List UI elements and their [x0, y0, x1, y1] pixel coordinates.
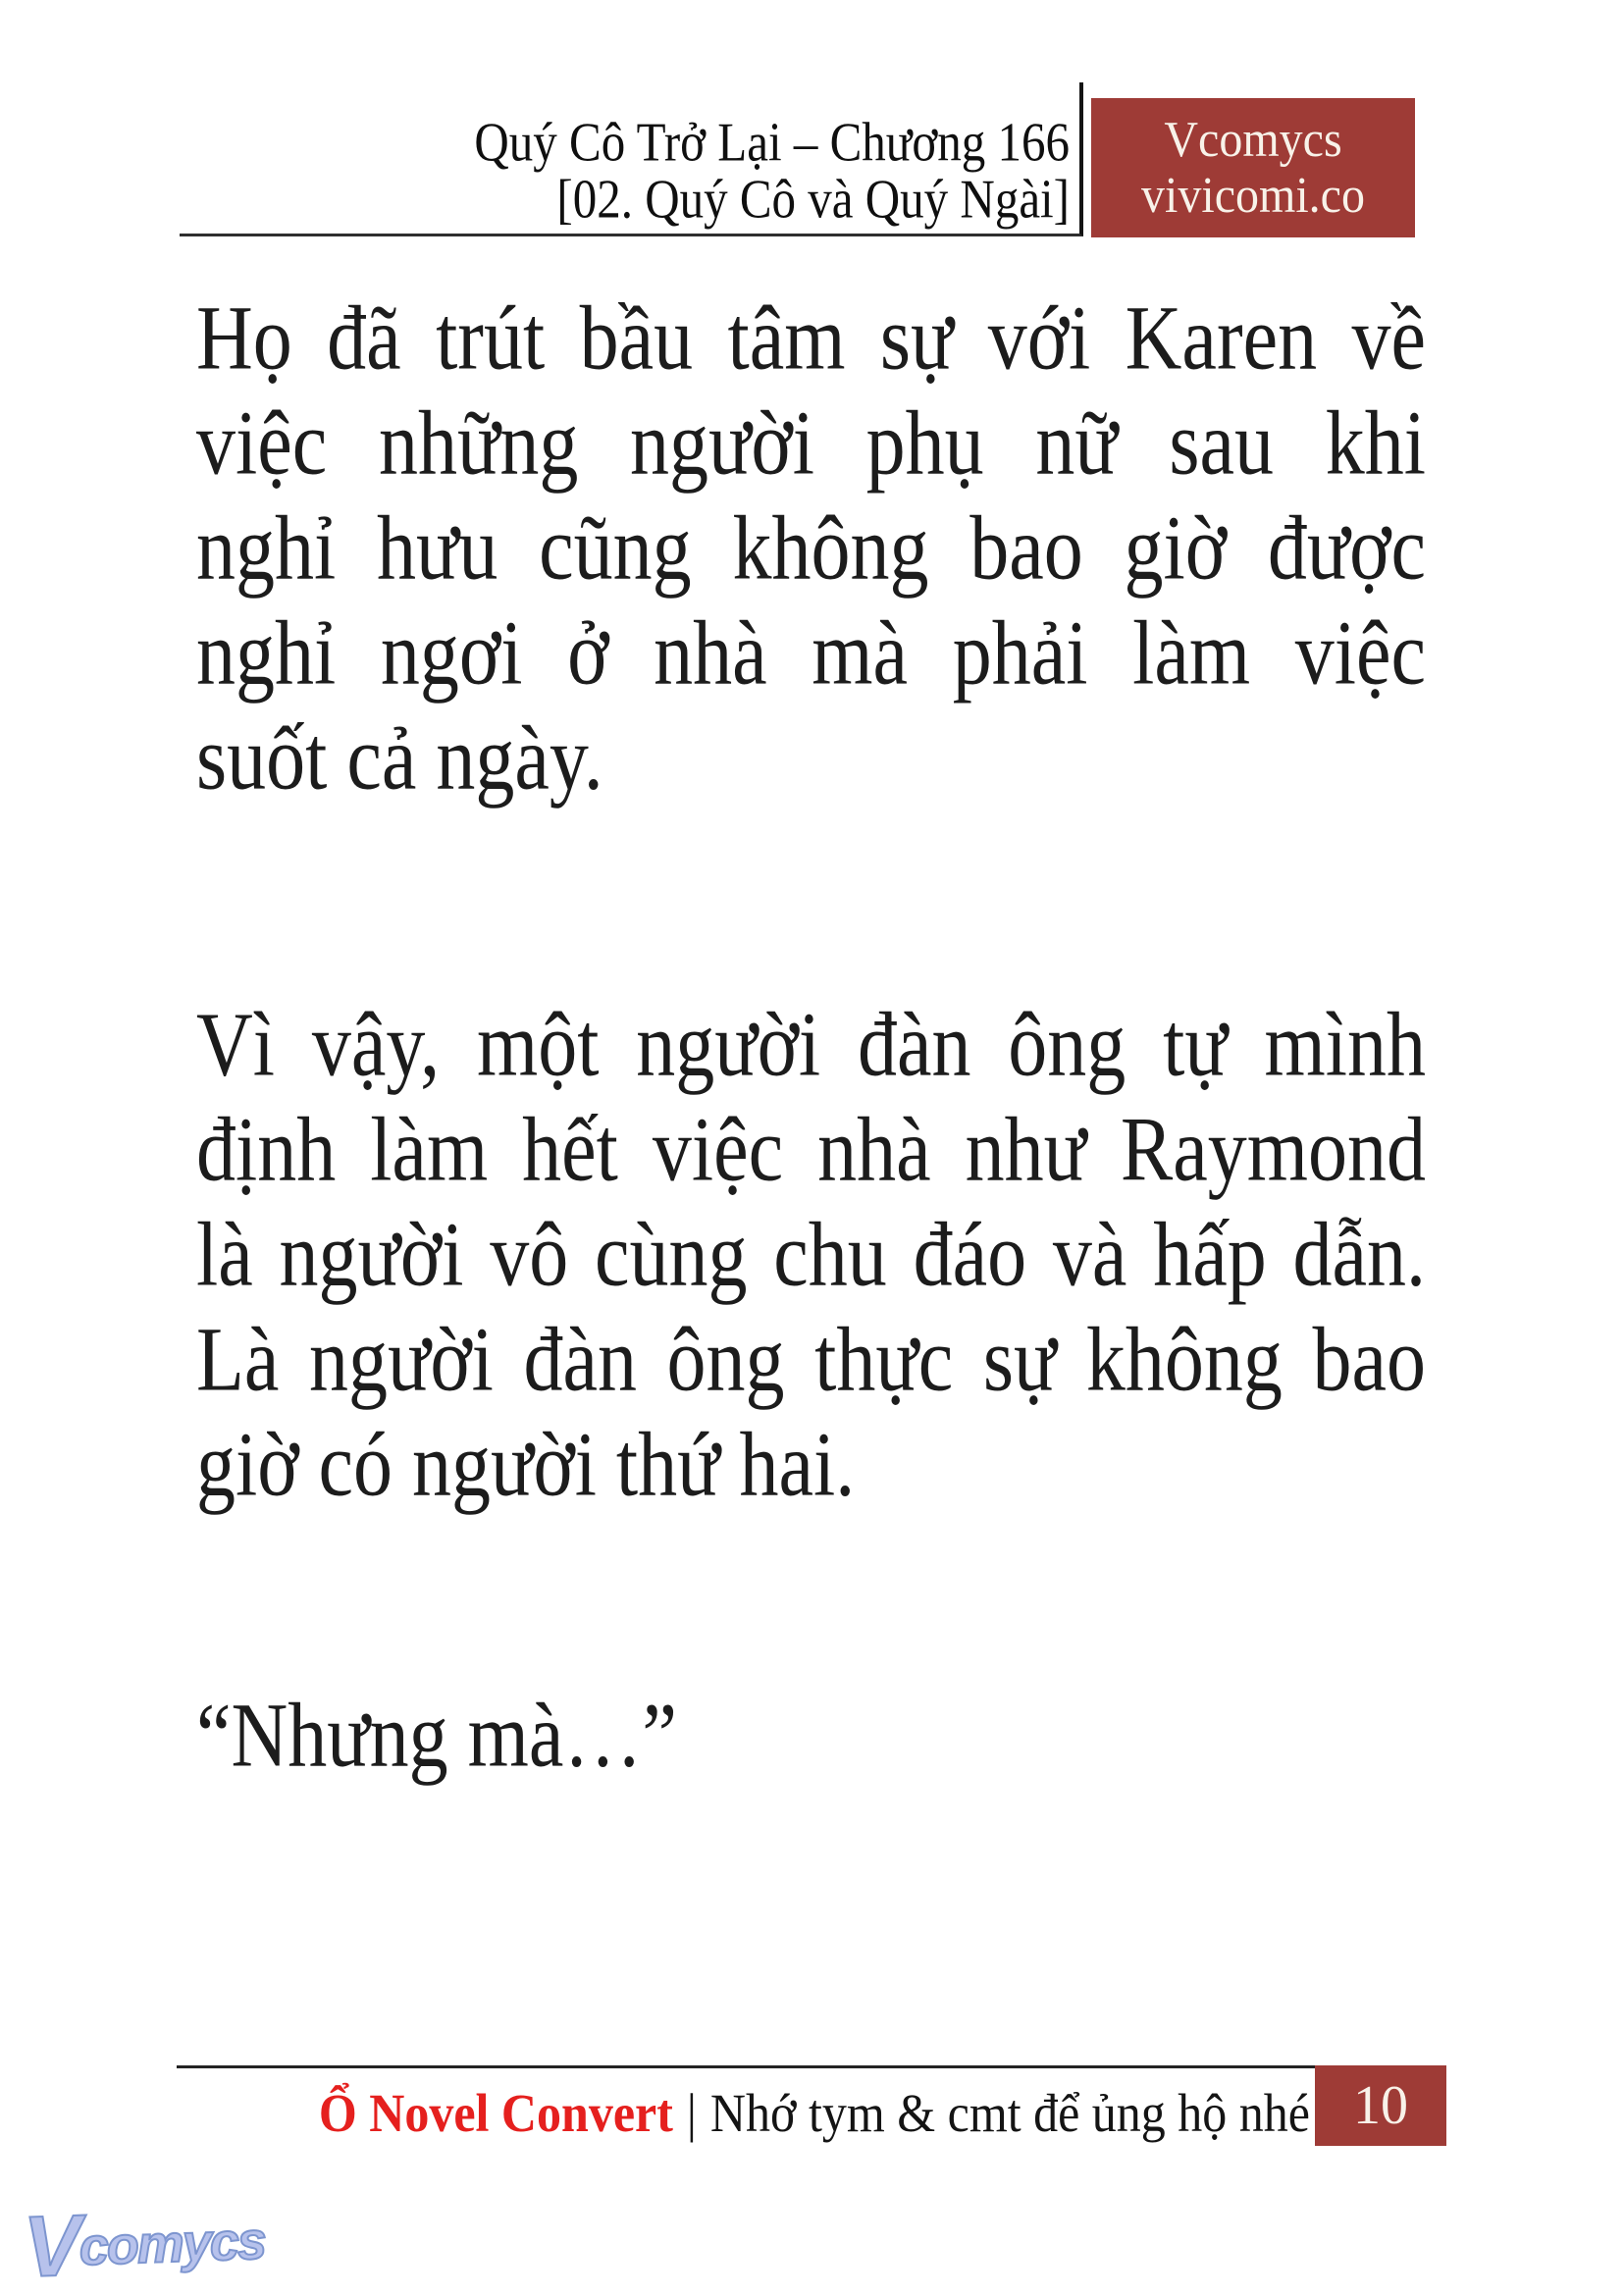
- text-line: giờ có người thứ hai.: [196, 1414, 856, 1516]
- text-line: là người vô cùng chu đáo và hấp dẫn.: [196, 1204, 1426, 1306]
- brand-box: [1091, 98, 1415, 237]
- footer-credit: [319, 2078, 1310, 2147]
- footer-divider: [177, 2065, 1315, 2068]
- chapter-title: Quý Cô Trở Lại – Chương 166: [474, 110, 1070, 174]
- brand-site: vivicomi.co: [1141, 167, 1365, 225]
- text-line: nghỉ ngơi ở nhà mà phải làm việc: [196, 602, 1426, 704]
- paragraph-1: [196, 287, 1426, 811]
- text-line: nghỉ hưu cũng không bao giờ được: [196, 497, 1426, 600]
- footer-note: Nhớ tym & cmt để ủng hộ nhé: [709, 2082, 1310, 2143]
- text-line: định làm hết việc nhà như Raymond: [196, 1099, 1426, 1201]
- brand-name: Vcomycs: [1164, 111, 1342, 169]
- text-line: Họ đã trút bầu tâm sự với Karen về: [196, 287, 1426, 390]
- text-line: Là người đàn ông thực sự không bao: [196, 1309, 1426, 1411]
- text-line: Vì vậy, một người đàn ông tự mình: [196, 994, 1426, 1096]
- text-line: việc những người phụ nữ sau khi: [196, 392, 1426, 495]
- header: [180, 82, 1083, 236]
- body-text: [196, 287, 1426, 1789]
- watermark-initial: V: [22, 2196, 81, 2295]
- text-line: “Nhưng mà…”: [196, 1685, 677, 1787]
- chapter-subtitle: [02. Quý Cô và Quý Ngài]: [556, 167, 1070, 231]
- footer-separator: |: [686, 2082, 697, 2143]
- paragraph-3: [196, 1684, 1426, 1789]
- page-number: 10: [1353, 2075, 1408, 2136]
- vcomycs-watermark-logo: [22, 2196, 267, 2295]
- footer-brand: Ổ Novel Convert: [318, 2082, 673, 2143]
- text-line: suốt cả ngày.: [196, 707, 603, 809]
- paragraph-2: [196, 993, 1426, 1518]
- watermark-rest: comycs: [78, 2211, 266, 2277]
- page-number-box: [1315, 2065, 1446, 2146]
